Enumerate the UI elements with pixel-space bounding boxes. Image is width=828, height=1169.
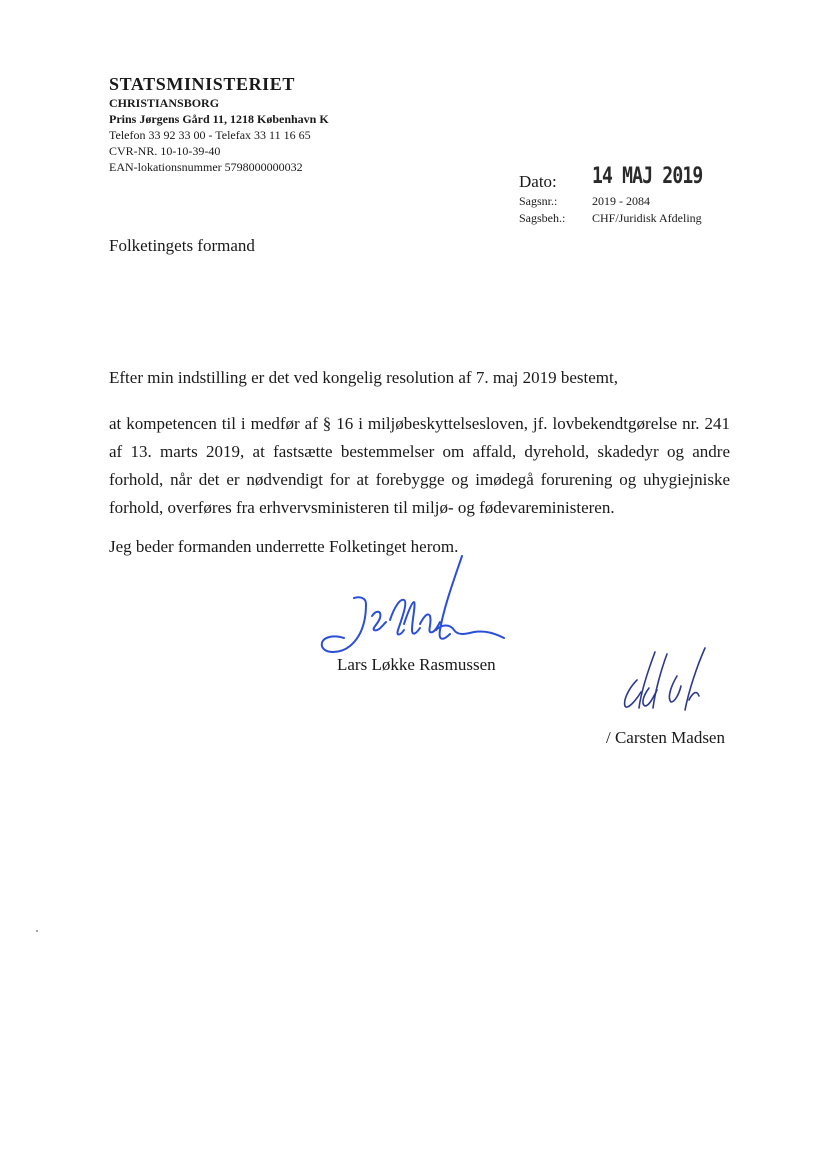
address-line-2: Prins Jørgens Gård 11, 1218 København K [109, 112, 329, 126]
date-stamp: 14 MAJ 2019 [592, 164, 703, 189]
primary-signature [316, 550, 516, 670]
body-paragraph-3: Jeg beder formanden underrette Folketinget herom. [109, 537, 459, 556]
body-paragraph-1: Efter min indstilling er det ved kongelig resolution af 7. maj 2019 bestemt, [109, 368, 618, 387]
cvr-line: CVR-NR. 10-10-39-40 [109, 144, 221, 158]
recipient: Folketingets formand [109, 236, 255, 255]
case-number-value: 2019 - 2084 [592, 194, 650, 208]
phone-fax-line: Telefon 33 92 33 00 - Telefax 33 11 16 65 [109, 128, 311, 142]
scan-speck [36, 930, 38, 932]
secondary-signer-name: / Carsten Madsen [606, 728, 725, 747]
secondary-signature [615, 640, 715, 720]
ean-line: EAN-lokationsnummer 5798000000032 [109, 160, 303, 174]
date-label: Dato: [519, 172, 557, 191]
case-handler-label: Sagsbeh.: [519, 211, 566, 225]
case-number-label: Sagsnr.: [519, 194, 558, 208]
ministry-name: STATSMINISTERIET [109, 74, 295, 94]
case-handler-value: CHF/Juridisk Afdeling [592, 211, 702, 225]
body-paragraph-2: at kompetencen til i medfør af § 16 i miljøbeskyttelsesloven, jf. lovbekendtgørelse nr. 241 af 13. marts 2019, at fastsætte bestemmelser om affald, dyrehold, skadedyr og andre forhold, når det er nødvendigt for at forebygge og imødegå forurening og uhygiejniske forhold, overføres fra erhvervsministeren til miljø- og fødevareministeren. [109, 414, 730, 517]
primary-signer-name: Lars Løkke Rasmussen [337, 655, 496, 674]
address-line-1: CHRISTIANSBORG [109, 96, 220, 110]
